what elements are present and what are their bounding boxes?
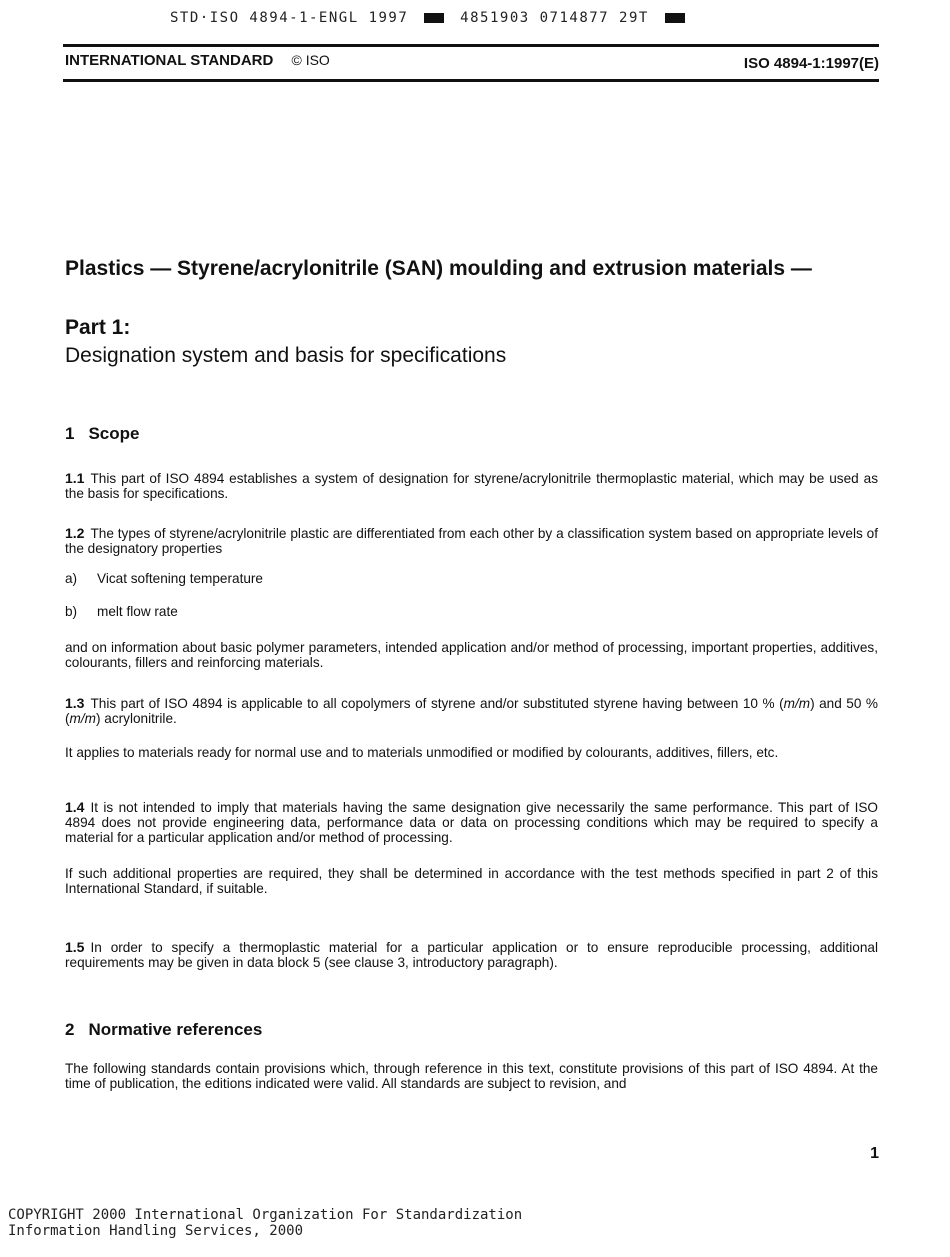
header-iso: © ISO xyxy=(291,52,330,68)
stamp-bar-2 xyxy=(665,13,685,23)
clause-1-3 xyxy=(65,696,878,726)
clause-1-3-text-b: ) and 50 % ( xyxy=(65,696,878,726)
clause-1-2-number: 1.2 xyxy=(65,525,85,541)
clause-1-4-text: It is not intended to imply that materials having the same designation give necessarily the same performance. This part of ISO 4894 does not provide engineering data, performance data or data on processing conditions which may be required to specify a material for a particular application and/or method of processing. xyxy=(65,800,878,845)
header-rule-top xyxy=(63,44,879,47)
copyright-line-2: Information Handling Services, 2000 xyxy=(8,1223,304,1239)
header-left xyxy=(65,52,330,69)
list-marker-b: b) xyxy=(65,604,78,619)
section-2-paragraph: The following standards contain provisions which, through reference in this text, constitute provisions of this part of ISO 4894. At the time of publication, the editions indicated were valid. All standards are subject to revision, and xyxy=(65,1061,878,1091)
clause-1-2 xyxy=(65,526,878,556)
clause-1-1-number: 1.1 xyxy=(65,470,85,486)
document-title: Plastics — Styrene/acrylonitrile (SAN) moulding and extrusion materials — xyxy=(65,257,812,280)
part-subtitle: Designation system and basis for specifications xyxy=(65,344,507,367)
header-reference: ISO 4894-1:1997(E) xyxy=(743,55,879,72)
section-1-title: Scope xyxy=(88,424,140,443)
clause-1-1 xyxy=(65,471,878,501)
copyright-notice xyxy=(8,1207,522,1239)
clause-1-3-unit-1: m/m xyxy=(783,696,811,711)
stamp-text-2: 4851903 0714877 29T xyxy=(460,10,649,26)
list-marker-a: a) xyxy=(65,571,78,586)
list-item-b xyxy=(65,604,178,619)
document-stamp xyxy=(170,10,691,26)
clause-1-1-text: This part of ISO 4894 establishes a system of designation for styrene/acrylonitrile thermoplastic material, which may be used as the basis for specifications. xyxy=(65,471,878,501)
list-item-a xyxy=(65,571,263,586)
clause-1-5 xyxy=(65,940,878,970)
section-2-number: 2 xyxy=(65,1020,75,1039)
clause-1-3-continuation: It applies to materials ready for normal use and to materials unmodified or modified by colourants, additives, fillers, etc. xyxy=(65,745,779,760)
clause-1-2-text: The types of styrene/acrylonitrile plastic are differentiated from each other by a classification system based on appropriate levels of the designatory properties xyxy=(65,526,878,556)
section-1-number: 1 xyxy=(65,424,75,443)
clause-1-3-number: 1.3 xyxy=(65,695,85,711)
header-rule-bottom xyxy=(63,79,879,82)
stamp-bar-1 xyxy=(424,13,444,23)
copyright-line-1: COPYRIGHT 2000 International Organization For Standardization xyxy=(8,1207,523,1223)
page-number: 1 xyxy=(870,1145,879,1162)
clause-1-4-number: 1.4 xyxy=(65,799,85,815)
clause-1-4 xyxy=(65,800,878,845)
clause-1-5-number: 1.5 xyxy=(65,939,85,955)
section-2-heading xyxy=(65,1020,262,1040)
clause-1-2-continuation: and on information about basic polymer parameters, intended application and/or method of processing, important properties, additives, colourants, fillers and reinforcing materials. xyxy=(65,640,878,670)
clause-1-3-text-c: ) acrylonitrile. xyxy=(95,711,177,726)
section-2-title: Normative references xyxy=(88,1020,263,1039)
clause-1-4-continuation: If such additional properties are required, they shall be determined in accordance with the test methods specified in part 2 of this International Standard, if suitable. xyxy=(65,866,878,896)
clause-1-3-text-a: This part of ISO 4894 is applicable to all copolymers of styrene and/or substituted styrene having between 10 % ( xyxy=(90,696,784,711)
stamp-text-1: STD·ISO 4894-1-ENGL 1997 xyxy=(170,10,409,26)
clause-1-5-text: In order to specify a thermoplastic material for a particular application or to ensure reproducible processing, additional requirements may be given in data block 5 (see clause 3, introductory paragraph). xyxy=(65,940,878,970)
part-label: Part 1: xyxy=(65,316,131,339)
list-text-b: melt flow rate xyxy=(97,604,178,619)
header-title: INTERNATIONAL STANDARD xyxy=(65,52,274,69)
list-text-a: Vicat softening temperature xyxy=(97,571,263,586)
clause-1-3-unit-2: m/m xyxy=(69,711,96,726)
section-1-heading xyxy=(65,424,140,444)
